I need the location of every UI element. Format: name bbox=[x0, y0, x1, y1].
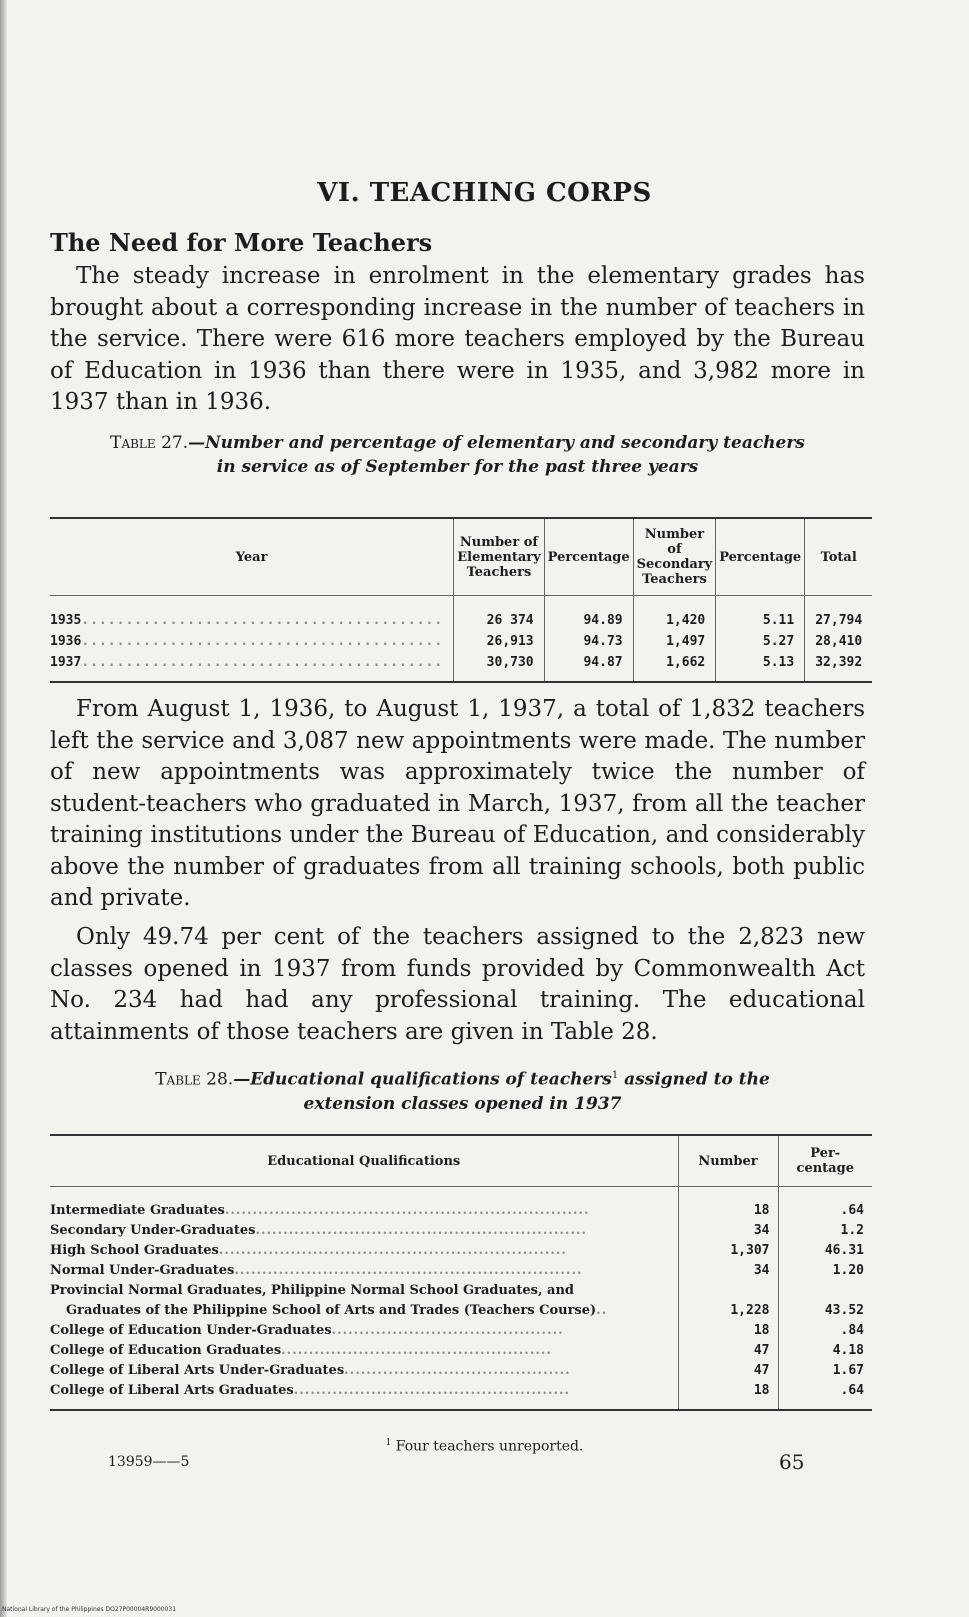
table27-caption-line2: in service as of September for the past three years bbox=[216, 457, 699, 477]
table28-header-row bbox=[50, 1135, 872, 1187]
table-row bbox=[50, 1321, 872, 1341]
page-binding-edge bbox=[0, 0, 7, 1617]
table27-header-total: Total bbox=[805, 518, 872, 596]
table28-number-cell: 34 bbox=[678, 1261, 778, 1281]
table28-caption-line2: extension classes opened in 1937 bbox=[303, 1093, 622, 1114]
footnote-text: Four teachers unreported. bbox=[395, 1438, 584, 1455]
table28-number-cell: 47 bbox=[678, 1361, 778, 1381]
table27-cell: 26 374 bbox=[454, 596, 544, 632]
table28-header-percentage: Per-centage bbox=[778, 1135, 872, 1187]
table-row bbox=[50, 652, 872, 682]
table28-number-cell: 34 bbox=[678, 1221, 778, 1241]
table28-label-cell: Secondary Under-Graduates............................................................ bbox=[50, 1223, 588, 1238]
table28-header-qualifications: Educational Qualifications bbox=[50, 1135, 678, 1187]
table-row bbox=[50, 1187, 872, 1222]
section-title: The Need for More Teachers bbox=[50, 228, 433, 257]
table-row bbox=[50, 1341, 872, 1361]
table27-cell: 94.87 bbox=[544, 652, 633, 682]
credit-line: National Library of the Philippines DO27P00004R9000031 bbox=[2, 1606, 177, 1613]
paragraph-3: Only 49.74 per cent of the teachers assigned to the 2,823 new classes opened in 1937 from funds provided by Commonwealth Act No. 234 had had any professional training. The educational attainments of those teachers are given in Table 28. bbox=[50, 924, 865, 1045]
table28-label-cell: Intermediate Graduates.................................................................. bbox=[50, 1203, 590, 1218]
table27-cell: 1,497 bbox=[633, 631, 716, 652]
table-row bbox=[50, 1221, 872, 1241]
table28-label-cell: College of Liberal Arts Graduates.................................................. bbox=[50, 1383, 571, 1398]
table28-percentage-cell: 4.18 bbox=[778, 1341, 872, 1361]
table28-caption bbox=[90, 1064, 835, 1116]
table28-number-cell: 47 bbox=[678, 1341, 778, 1361]
table28-percentage-cell: .84 bbox=[778, 1321, 872, 1341]
table28-percentage-cell: .64 bbox=[778, 1187, 872, 1222]
table28-percentage-cell: 1.2 bbox=[778, 1221, 872, 1241]
table-27 bbox=[50, 517, 872, 683]
table27-header-elem-percentage: Percentage bbox=[544, 518, 633, 596]
chapter-title: VI. TEACHING CORPS bbox=[317, 178, 652, 208]
table27-cell: 1,420 bbox=[633, 596, 716, 632]
table27-cell: 94.73 bbox=[544, 631, 633, 652]
signature-mark: 13959——5 bbox=[108, 1454, 190, 1470]
table28-header-number: Number bbox=[678, 1135, 778, 1187]
table28-number-cell: 1,228 bbox=[678, 1281, 778, 1321]
table27-cell: 5.13 bbox=[716, 652, 805, 682]
table28-label-cell: Provincial Normal Graduates, Philippine Normal School Graduates, and Graduates of the Philippine School of Arts and Trades (Teachers Course).. bbox=[50, 1283, 608, 1318]
table-row bbox=[50, 1261, 872, 1281]
table27-header-sec-percentage: Percentage bbox=[716, 518, 805, 596]
table27-cell: 5.27 bbox=[716, 631, 805, 652]
table-row bbox=[50, 596, 872, 632]
table28-label-cell: College of Liberal Arts Under-Graduates......................................... bbox=[50, 1363, 571, 1378]
table27-header-secondary: Number of Secondary Teachers bbox=[633, 518, 716, 596]
table27-cell: 27,794 bbox=[805, 596, 872, 632]
table27-cell: 94.89 bbox=[544, 596, 633, 632]
table27-cell: 28,410 bbox=[805, 631, 872, 652]
footnote-number: 1 bbox=[385, 1438, 392, 1448]
page-number: 65 bbox=[779, 1450, 805, 1474]
table28-number-cell: 18 bbox=[678, 1321, 778, 1341]
table28-label-cell: Normal Under-Graduates............................................................... bbox=[50, 1263, 583, 1278]
table27-cell: 1,662 bbox=[633, 652, 716, 682]
table28-percentage-cell: 46.31 bbox=[778, 1241, 872, 1261]
table28-number-cell: 18 bbox=[678, 1381, 778, 1410]
table-row bbox=[50, 1381, 872, 1410]
table27-header-row bbox=[50, 518, 872, 596]
table-row bbox=[50, 1241, 872, 1261]
table27-cell: 26,913 bbox=[454, 631, 544, 652]
table27-label: Table 27. bbox=[110, 433, 189, 453]
table27-cell-year: 1936......................................... bbox=[50, 634, 444, 649]
table27-caption bbox=[50, 431, 865, 479]
table-row bbox=[50, 1361, 872, 1381]
table28-label-cell: College of Education Under-Graduates.......................................... bbox=[50, 1323, 564, 1338]
table28-label: Table 28. bbox=[155, 1069, 234, 1090]
table27-cell: 30,730 bbox=[454, 652, 544, 682]
table28-percentage-cell: .64 bbox=[778, 1381, 872, 1410]
table28-label-cell: College of Education Graduates................................................. bbox=[50, 1343, 552, 1358]
table-28 bbox=[50, 1134, 872, 1411]
paragraph-1: The steady increase in enrolment in the elementary grades has brought about a corresponding increase in the number of teachers in the service. There were 616 more teachers employed by the Bureau of Education in 1936 than there were in 1935, and 3,982 more in 1937 than in 1936. bbox=[50, 263, 865, 415]
table-row bbox=[50, 631, 872, 652]
table27-cell-year: 1935......................................... bbox=[50, 613, 444, 628]
table28-percentage-cell: 1.67 bbox=[778, 1361, 872, 1381]
table28-percentage-cell: 1.20 bbox=[778, 1261, 872, 1281]
table28-caption-line1: —Educational qualifications of teachers bbox=[233, 1069, 612, 1090]
footnote bbox=[0, 1438, 969, 1455]
table-row bbox=[50, 1281, 872, 1321]
table28-number-cell: 18 bbox=[678, 1187, 778, 1222]
table28-number-cell: 1,307 bbox=[678, 1241, 778, 1261]
table27-caption-line1: —Number and percentage of elementary and secondary teachers bbox=[188, 433, 805, 453]
table28-footnote-mark: 1 bbox=[611, 1070, 619, 1081]
table28-label-cell: High School Graduates............................................................... bbox=[50, 1243, 567, 1258]
paragraph-2: From August 1, 1936, to August 1, 1937, a total of 1,832 teachers left the service and 3,087 new appointments were made. The number of new appointments was approximately twice the number of student-teachers who graduated in March, 1937, from all the teacher training institutions under the Bureau of Education, and considerably above the number of graduates from all training schools, both public and private. bbox=[50, 696, 865, 911]
table28-percentage-cell: 43.52 bbox=[778, 1281, 872, 1321]
table28-caption-line1b: assigned to the bbox=[618, 1069, 770, 1090]
table27-cell: 5.11 bbox=[716, 596, 805, 632]
table27-header-elementary: Number of Elementary Teachers bbox=[454, 518, 544, 596]
table27-cell-year: 1937......................................... bbox=[50, 655, 444, 670]
table27-cell: 32,392 bbox=[805, 652, 872, 682]
table27-header-year: Year bbox=[50, 518, 454, 596]
